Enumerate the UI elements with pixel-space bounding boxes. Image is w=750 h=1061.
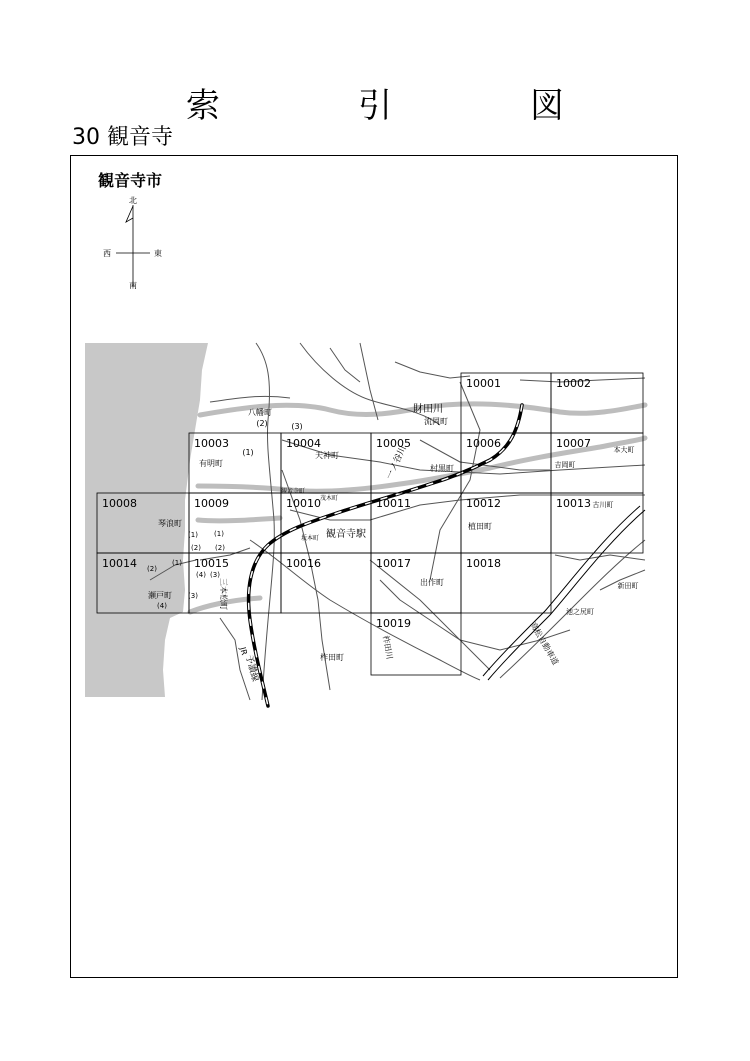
label-kanonji-cho: 観音寺町 (280, 488, 306, 495)
label-kunita-gawa: 柞田川 (381, 634, 395, 660)
compass-south: 南 (129, 281, 137, 290)
label-n2c: (2) (215, 544, 225, 552)
label-expressway: 高松自動車道 (528, 620, 561, 667)
grid-cell-label-10019: 10019 (376, 617, 411, 630)
label-zaitagawa: 財田川 (413, 404, 443, 415)
label-seto: 瀬戸町 (148, 591, 172, 600)
label-n4a: (4) (196, 571, 206, 579)
label-kotohiki: 琴浪町 (158, 519, 182, 528)
label-sanbonmatsu: 三本松町 (219, 578, 228, 610)
page-title: 索 引 図 (186, 86, 616, 126)
label-furukawa: 古川町 (592, 501, 614, 509)
grid-cell-label-10004: 10004 (286, 437, 321, 450)
grid-cell-label-10006: 10006 (466, 437, 501, 450)
grid-cell-label-10007: 10007 (556, 437, 591, 450)
label-muraguro: 村黒町 (430, 464, 454, 473)
grid-cell-label-10017: 10017 (376, 557, 411, 570)
grid-cell-label-10002: 10002 (556, 377, 591, 390)
label-n1c: (1) (214, 530, 224, 538)
label-n1d: (1) (172, 559, 182, 567)
grid-cell-label-10014: 10014 (102, 557, 137, 570)
label-n2b: (2) (191, 544, 201, 552)
compass-north: 北 (129, 196, 137, 205)
label-ueta: 植田町 (468, 522, 492, 531)
label-n2a: (2) (256, 419, 268, 428)
label-ariake: 有明町 (199, 459, 223, 468)
label-mogi: 茂木町 (319, 495, 339, 502)
grid-cell-label-10010: 10010 (286, 497, 321, 510)
label-n1a: (1) (242, 448, 254, 457)
compass-east: 東 (154, 249, 162, 258)
grid-cell-label-10018: 10018 (466, 557, 501, 570)
label-n3b: (3) (210, 571, 220, 579)
grid-cell-label-10005: 10005 (376, 437, 411, 450)
grid-cell-label-10013: 10013 (556, 497, 591, 510)
label-kunita: 柞田町 (320, 653, 344, 662)
grid-cell-label-10008: 10008 (102, 497, 137, 510)
label-yosan: 予讃線 (243, 654, 260, 683)
label-ichinotani: 一ノ谷川 (384, 444, 409, 482)
label-n2d: (2) (147, 565, 157, 573)
label-yoshioka: 吉岡町 (554, 461, 576, 469)
grid-cell-label-10016: 10016 (286, 557, 321, 570)
label-n3a: (3) (291, 422, 303, 431)
label-sakamoto: 坂本町 (300, 535, 320, 542)
compass-west: 西 (103, 249, 111, 258)
grid-cell-label-10011: 10011 (376, 497, 411, 510)
grid-cell-label-10015: 10015 (194, 557, 229, 570)
compass-icon (116, 205, 150, 287)
expressway (483, 506, 645, 680)
grid-cell-label-10003: 10003 (194, 437, 229, 450)
label-tenjin: 天神町 (315, 451, 339, 460)
label-ikenoshiri: 池之尻町 (566, 608, 594, 616)
label-desaku: 出作町 (420, 578, 444, 587)
label-ryuoka: 流岡町 (424, 417, 448, 426)
page-subtitle: 30 観音寺 (72, 125, 173, 150)
grid-cell-label-10009: 10009 (194, 497, 229, 510)
label-hachiman: 八幡町 (248, 408, 272, 417)
grid-cell-label-10012: 10012 (466, 497, 501, 510)
label-kanonji-eki: 観音寺駅 (326, 529, 366, 540)
label-n4b: (4) (157, 602, 167, 610)
label-n3c: (3) (188, 592, 198, 600)
sea-area (85, 343, 208, 697)
label-n1b: (1) (188, 531, 198, 539)
label-jr: JR (238, 646, 249, 657)
label-nitta: 新田町 (617, 582, 639, 590)
city-name: 観音寺市 (98, 171, 163, 190)
grid-cell-label-10001: 10001 (466, 377, 501, 390)
label-motooo: 本大町 (613, 446, 635, 454)
